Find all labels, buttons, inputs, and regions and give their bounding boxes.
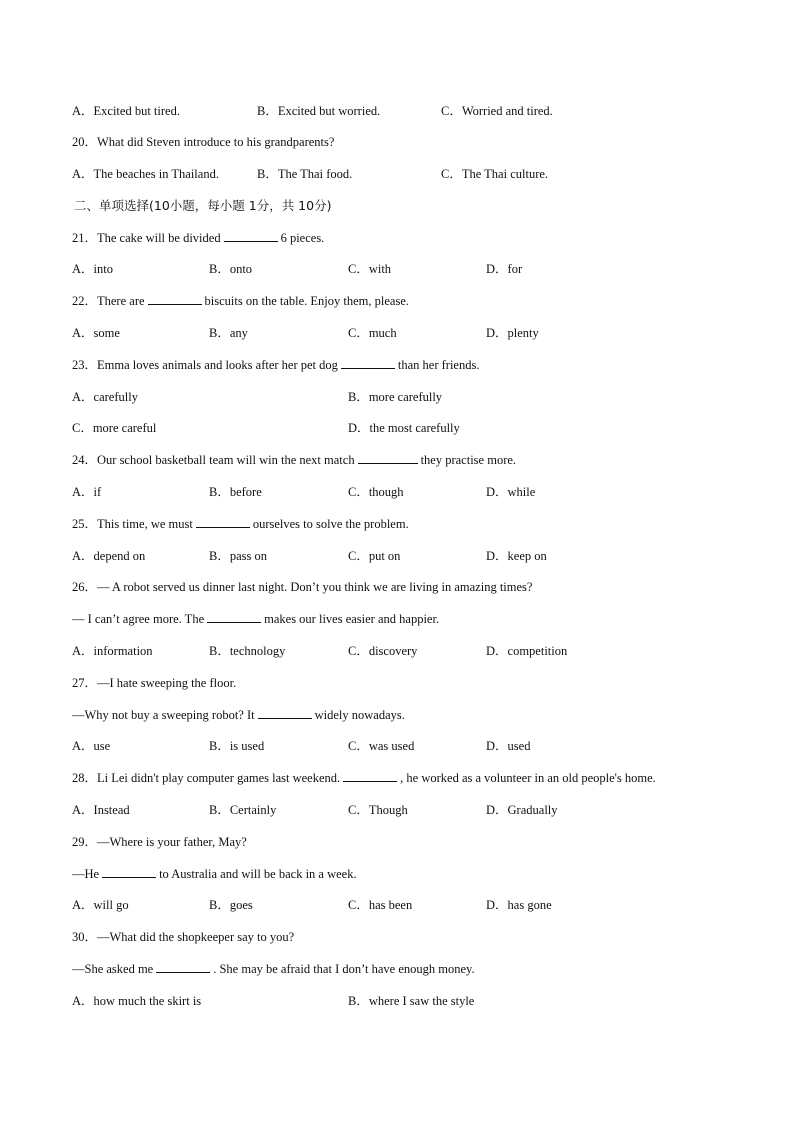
q22-blank xyxy=(148,293,202,305)
q25-stem xyxy=(72,516,409,532)
q25-option-b: B．pass on xyxy=(209,549,267,563)
q28-stem xyxy=(72,770,656,786)
q27-stem: 27．—I hate sweeping the floor. xyxy=(72,676,237,690)
q29-option-d: D．has gone xyxy=(486,898,552,912)
q23-stem-pre: 23．Emma loves animals and looks after her pet dog xyxy=(72,358,338,372)
q20-option-c: C．The Thai culture. xyxy=(441,167,549,181)
q22-option-b: B．any xyxy=(209,326,248,340)
q22-stem-post: biscuits on the table. Enjoy them, please. xyxy=(204,294,409,308)
q25-stem-post: ourselves to solve the problem. xyxy=(252,517,409,531)
q28-stem-pre: 28．Li Lei didn't play computer games last weekend. xyxy=(72,771,341,785)
q25-stem-pre: 25．This time, we must xyxy=(72,517,193,531)
q29-stem: 29．—Where is your father, May? xyxy=(72,835,247,849)
q28-option-b: B．Certainly xyxy=(209,803,277,817)
q21-stem xyxy=(72,230,324,246)
q21-stem-pre: 21．The cake will be divided xyxy=(72,231,221,245)
q24-blank xyxy=(358,452,418,464)
q23-option-b: B．more carefully xyxy=(348,390,443,404)
q30-stem: 30．—What did the shopkeeper say to you? xyxy=(72,930,295,944)
q24-option-c: C．though xyxy=(348,485,404,499)
q30-option-b: B．where I saw the style xyxy=(348,994,475,1008)
q27-reply-pre: —Why not buy a sweeping robot? It xyxy=(72,708,255,722)
q27-reply xyxy=(72,707,405,723)
q30-reply-post: . She may be afraid that I don’t have enough money. xyxy=(213,962,475,976)
q28-blank xyxy=(343,770,397,782)
q27-reply-post: widely nowadays. xyxy=(314,708,405,722)
q23-stem xyxy=(72,357,479,373)
q26-option-b: B．technology xyxy=(209,644,286,658)
q19-option-b: B．Excited but worried. xyxy=(257,104,381,118)
q21-option-d: D．for xyxy=(486,262,523,276)
q21-option-c: C．with xyxy=(348,262,392,276)
q24-option-a: A．if xyxy=(72,485,102,499)
q19-option-a: A．Excited but tired. xyxy=(72,104,180,118)
q24-option-b: B．before xyxy=(209,485,262,499)
q23-option-c: C．more careful xyxy=(72,421,157,435)
q27-blank xyxy=(258,707,312,719)
q26-option-d: D．competition xyxy=(486,644,568,658)
q29-option-c: C．has been xyxy=(348,898,413,912)
q26-blank xyxy=(207,611,261,623)
q23-blank xyxy=(341,357,395,369)
q21-option-a: A．into xyxy=(72,262,113,276)
q28-stem-post: , he worked as a volunteer in an old people's home. xyxy=(400,771,656,785)
q21-option-b: B．onto xyxy=(209,262,253,276)
q25-option-d: D．keep on xyxy=(486,549,547,563)
q26-reply xyxy=(72,611,439,627)
q22-option-c: C．much xyxy=(348,326,397,340)
q27-option-d: D．used xyxy=(486,739,531,753)
q22-option-a: A．some xyxy=(72,326,120,340)
q22-option-d: D．plenty xyxy=(486,326,539,340)
q27-option-b: B．is used xyxy=(209,739,265,753)
q27-option-c: C．was used xyxy=(348,739,415,753)
q21-stem-post: 6 pieces. xyxy=(280,231,325,245)
q25-blank xyxy=(196,516,250,528)
q24-option-d: D．while xyxy=(486,485,536,499)
q29-reply-post: to Australia and will be back in a week. xyxy=(159,867,357,881)
q22-stem xyxy=(72,293,409,309)
q30-reply xyxy=(72,961,475,977)
q30-blank xyxy=(156,961,210,973)
q29-option-b: B．goes xyxy=(209,898,253,912)
q24-stem xyxy=(72,452,516,468)
q26-stem: 26．— A robot served us dinner last night. Don’t you think we are living in amazing times? xyxy=(72,580,533,594)
q21-blank xyxy=(224,230,278,242)
q20-stem: 20．What did Steven introduce to his grandparents? xyxy=(72,135,335,149)
q29-reply xyxy=(72,866,357,882)
q29-option-a: A．will go xyxy=(72,898,129,912)
q25-option-a: A．depend on xyxy=(72,549,146,563)
q24-stem-post: they practise more. xyxy=(420,453,517,467)
q28-option-c: C．Though xyxy=(348,803,408,817)
q27-option-a: A．use xyxy=(72,739,111,753)
q20-option-a: A．The beaches in Thailand. xyxy=(72,167,219,181)
q24-stem-pre: 24．Our school basketball team will win the next match xyxy=(72,453,355,467)
q23-option-a: A．carefully xyxy=(72,390,138,404)
q23-stem-post: than her friends. xyxy=(397,358,480,372)
q26-reply-post: makes our lives easier and happier. xyxy=(264,612,440,626)
q26-option-c: C．discovery xyxy=(348,644,418,658)
q22-stem-pre: 22．There are xyxy=(72,294,145,308)
q23-option-d: D．the most carefully xyxy=(348,421,460,435)
q19-option-c: C．Worried and tired. xyxy=(441,104,553,118)
q26-option-a: A．information xyxy=(72,644,153,658)
q20-option-b: B．The Thai food. xyxy=(257,167,353,181)
q30-option-a: A．how much the skirt is xyxy=(72,994,202,1008)
q30-reply-pre: —She asked me xyxy=(72,962,154,976)
q28-option-d: D．Gradually xyxy=(486,803,558,817)
q29-reply-pre: —He xyxy=(72,867,100,881)
q28-option-a: A．Instead xyxy=(72,803,130,817)
q25-option-c: C．put on xyxy=(348,549,401,563)
section-title: 二、单项选择(10小题，每小题 1分，共 10分) xyxy=(74,198,332,213)
q29-blank xyxy=(102,866,156,878)
q26-reply-pre: — I can’t agree more. The xyxy=(72,612,205,626)
